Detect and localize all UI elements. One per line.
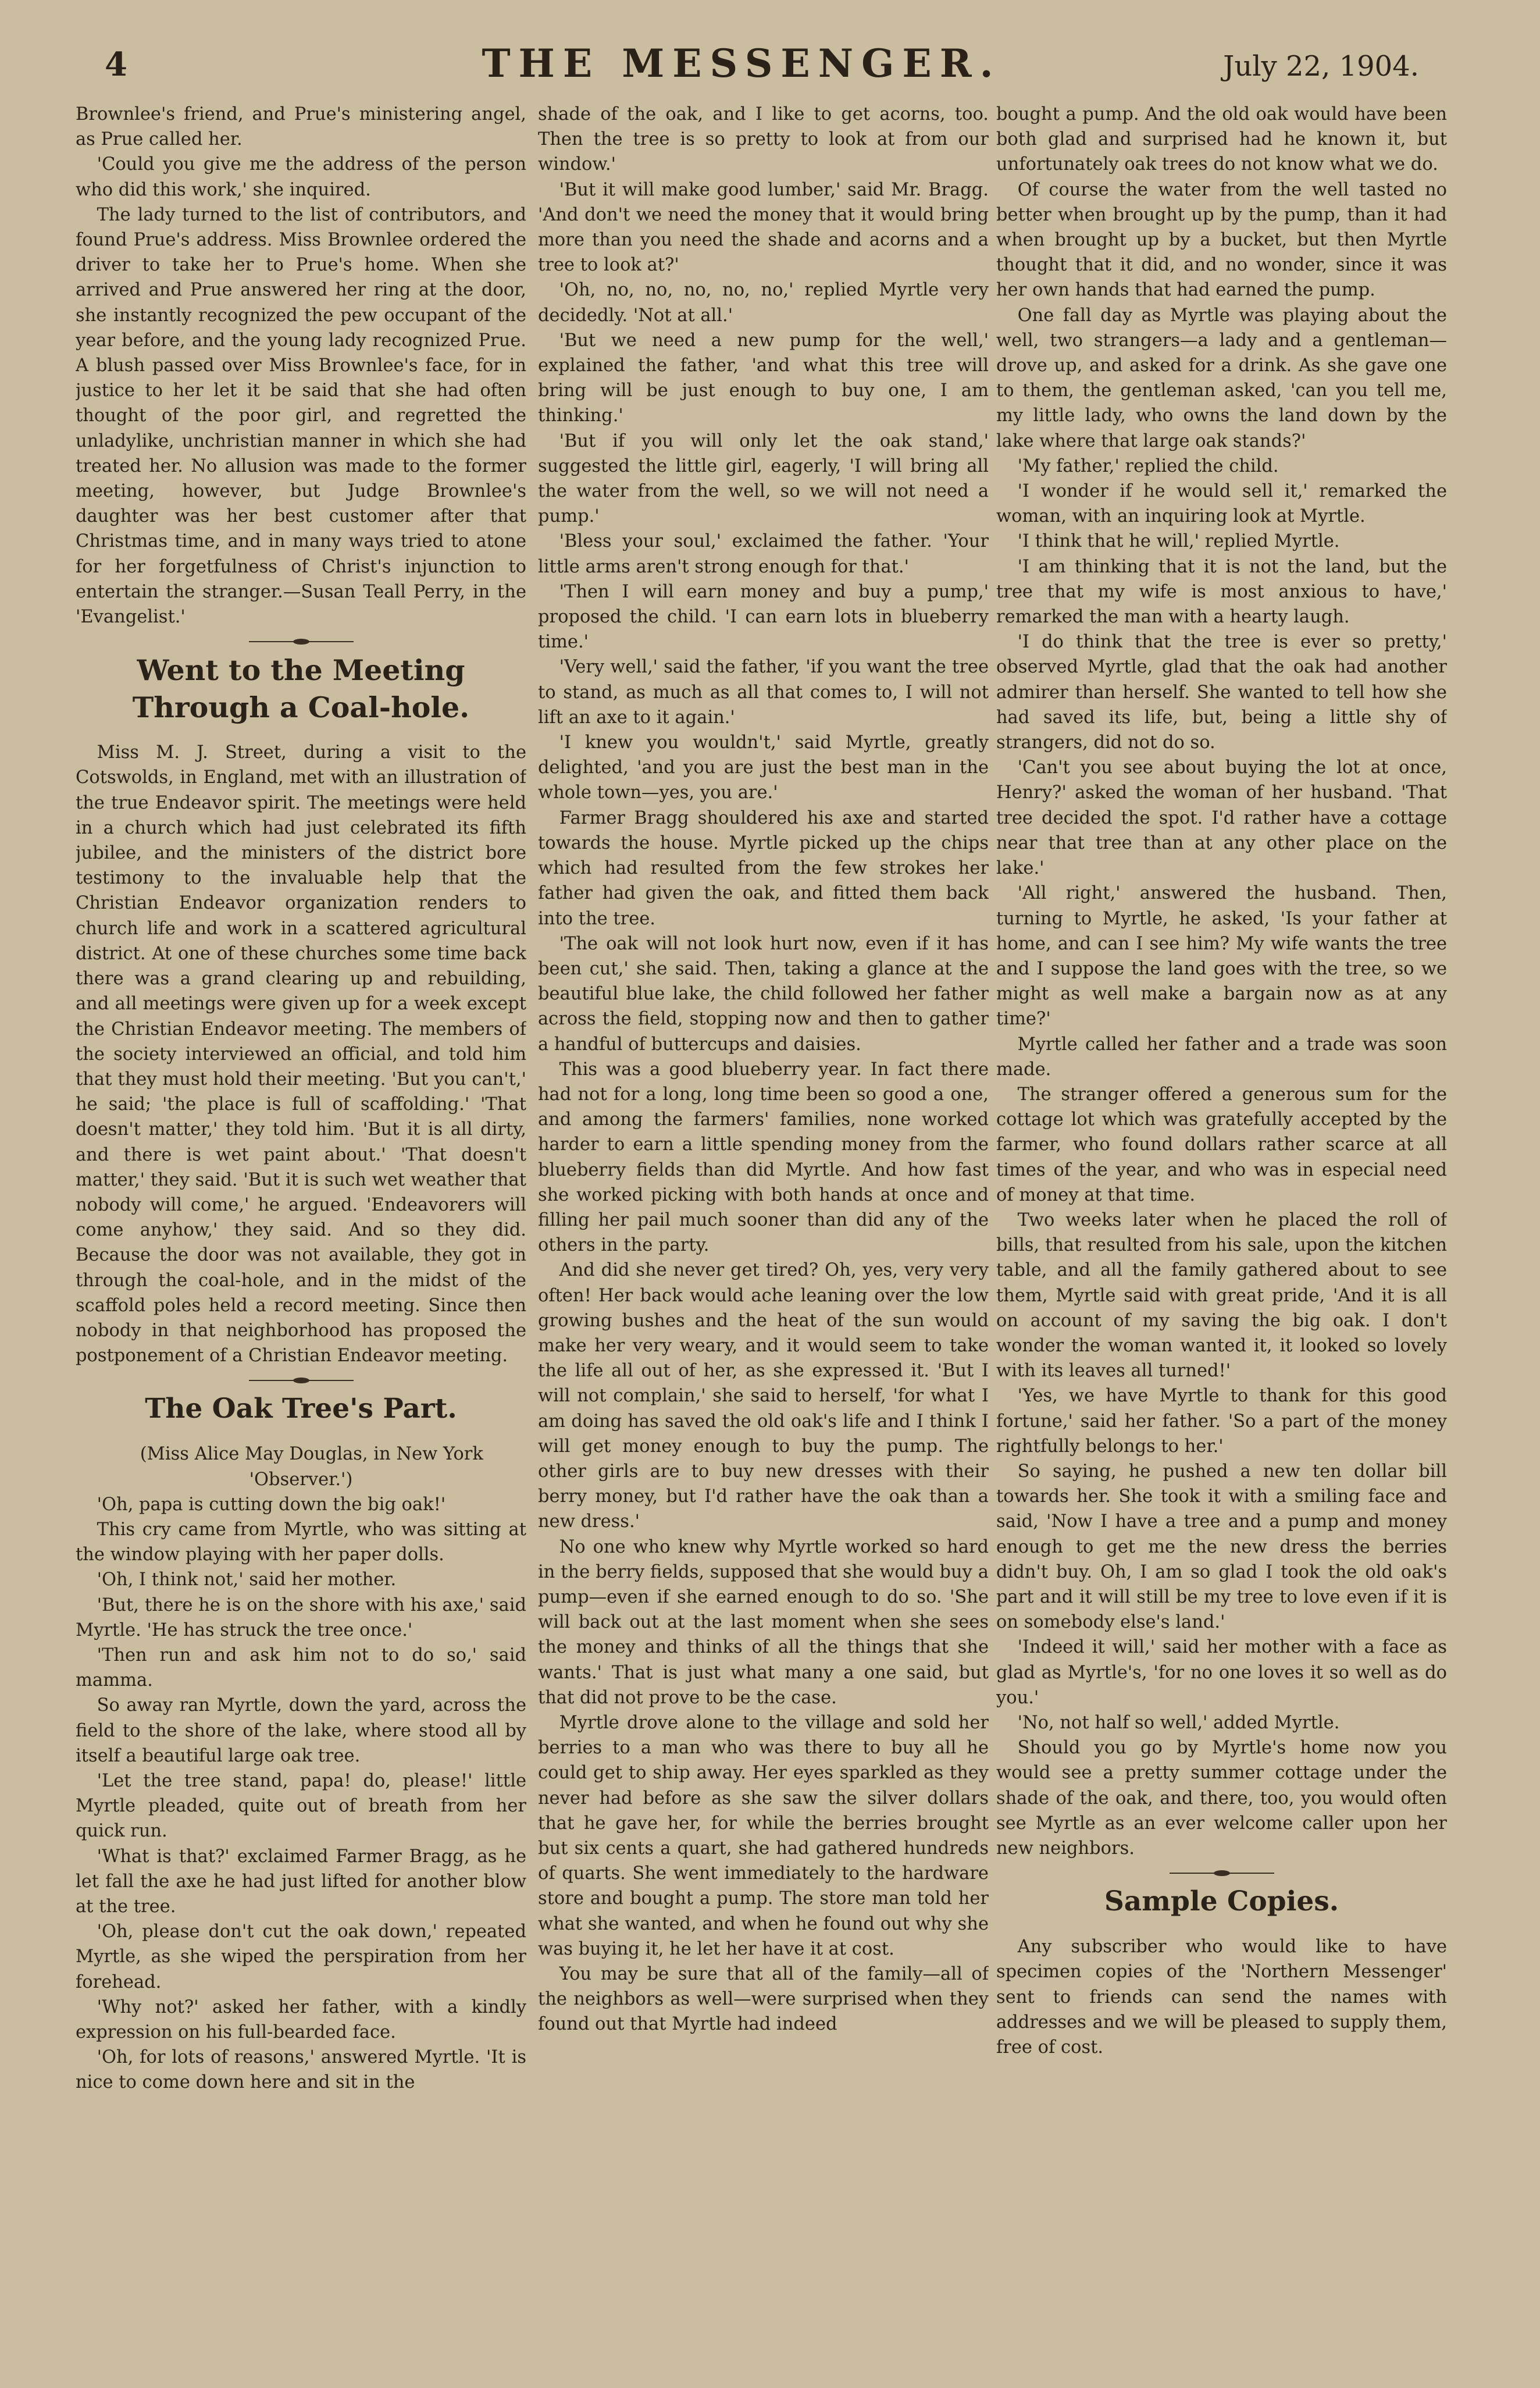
paragraph: 'Oh, please don't cut the oak down,' repeated Myrtle, as she wiped the perspiration from her forehead. [76, 1921, 526, 1992]
paragraph: 'Then run and ask him not to do so,' said mamma. [76, 1645, 526, 1691]
paragraph: 'I do think that the tree is ever so pretty,' observed Myrtle, glad that the oak had another admirer than herself. She wanted to tell how she had saved its life, but, being a little shy of strangers, did not do so. [996, 632, 1447, 753]
paragraph: This was a good blueberry year. In fact there had not for a long, long time been so good a one, and among the farmers' families, none worked harder to earn a little spending money from the blueberry fields than did Myrtle. And how fast she worked picking with both hands at once and filling her pail much sooner than did any of the others in the party. [538, 1059, 989, 1256]
ornamental-rule [1164, 1869, 1280, 1877]
paragraph: 'Yes, we have Myrtle to thank for this good fortune,' said her father. 'So a part of the money rightfully belongs to her.' [996, 1386, 1447, 1457]
paragraph: Myrtle drove alone to the village and sold her berries to a man who was there to buy all he could get to ship away. Her eyes sparkled as they never had before as she saw the silver dollars that he gave her, for while the berries brought but six cents a quart, she had gathered hundreds of quarts. She went immediately to the hardware store and bought a pump. The store man told her what she wanted, and when he found out why she was buying it, he let her have it at cost. [538, 1713, 989, 1959]
paragraph: shade of the oak, and I like to get acorns, too. Then the tree is so pretty to look at from our window.' [538, 104, 989, 175]
column-1 [76, 102, 526, 2359]
column-2 [538, 102, 989, 2359]
paragraph: 'Let the tree stand, papa! do, please!' little Myrtle pleaded, quite out of breath from her quick run. [76, 1770, 526, 1842]
paragraph: So away ran Myrtle, down the yard, across the field to the shore of the lake, where stood all by itself a beautiful large oak tree. [76, 1695, 526, 1766]
byline: (Miss Alice May Douglas, in New York 'Observer.') [140, 1444, 483, 1490]
issue-date: July 22, 1904. [1223, 50, 1419, 83]
paragraph: 'Oh, I think not,' said her mother. [97, 1570, 397, 1590]
paragraph: You may be sure that all of the family—all of the neighbors as well—were surprised when they found out that Myrtle had indeed [538, 1964, 989, 2035]
paragraph: 'Why not?' asked her father, with a kindly expression on his full-bearded face. [76, 1996, 526, 2043]
paragraph: Any subscriber who would like to have specimen copies of the 'Northern Messenger' sent to friends can send the names with addresses and we will be pleased to supply them, free of cost. [996, 1937, 1447, 2058]
paragraph: Two weeks later when he placed the roll of bills, that resulted from his sale, upon the kitchen table, and all the family gathered about to see them, Myrtle said with great pride, 'And it is all on account of my saving the big oak. I don't wonder the woman wanted it, it looked so lovely with its leaves all turned!' [996, 1209, 1447, 1382]
paragraph: One fall day as Myrtle was playing about the well, two strangers—a lady and a gentleman—drove up, and asked for a drink. As she gave one to them, the gentleman asked, 'can you tell me, my little lady, who owns the land down by the lake where that large oak stands?' [996, 305, 1447, 451]
column-3 [996, 102, 1447, 2359]
paragraph: And did she never get tired? Oh, yes, very very often! Her back would ache leaning over the low growing bushes and the heat of the sun would make her very weary, and it would seem to take the life all out of her, as she expressed it. 'But I will not complain,' she said to herself, 'for what I am doing has saved the old oak's life and I think I will get money enough to buy the pump. The other girls are to buy new dresses with their berry money, but I'd rather have the oak than a new dress.' [538, 1260, 989, 1532]
paragraph: 'I am thinking that it is not the land, but the tree that my wife is most anxious to have,' remarked the man with a hearty laugh. [996, 556, 1447, 628]
paragraph: So saying, he pushed a new ten dollar bill towards her. She took it with a smiling face and said, 'Now I have a tree and a pump and money enough to get me the new dress the berries didn't buy. Oh, I am so glad I took the old oak's part and it will still be my tree to love even if it is on somebody else's land.' [996, 1461, 1447, 1633]
paragraph: 'No, not half so well,' added Myrtle. [1017, 1713, 1340, 1733]
paragraph: Myrtle called her father and a trade was soon made. [996, 1034, 1447, 1080]
paragraph: Of course the water from the well tasted no better when brought up by the pump, than it had when brought up by a bucket, but then Myrtle thought that it did, and no wonder, since it was her own hands that had earned the pump. [996, 179, 1447, 301]
ornamental-rule [243, 1376, 359, 1385]
paragraph: 'All right,' answered the husband. Then, turning to Myrtle, he asked, 'Is your father at home, and can I see him? My wife wants the tree and I suppose the land goes with the tree, so we might as well make a bargain now as at any time?' [996, 883, 1447, 1030]
paragraph: 'Can't you see about buying the lot at once, Henry?' asked the woman of her husband. 'That tree decided the spot. I'd rather have a cottage near that tree than at any other place on the lake.' [996, 757, 1447, 879]
paragraph: No one who knew why Myrtle worked so hard in the berry fields, supposed that she would buy a pump—even if she earned enough to do so. 'She will back out at the last moment when she sees the money and thinks of all the things that she wants.' That is just what many a one said, but that did not prove to be the case. [538, 1536, 989, 1708]
paragraph: 'Could you give me the address of the person who did this work,' she inquired. [76, 154, 526, 200]
paragraph: 'My father,' replied the child. [1017, 455, 1279, 476]
paragraph: Should you go by Myrtle's home now you would see a pretty summer cottage under the shade of the oak, and there, too, you would often see Myrtle as an ever welcome caller upon her new neighbors. [996, 1738, 1447, 1859]
paragraph: 'What is that?' exclaimed Farmer Bragg, as he let fall the axe he had just lifted for another blow at the tree. [76, 1846, 526, 1917]
paragraph: 'Oh, no, no, no, no, no,' replied Myrtle very decidedly. 'Not at all.' [538, 280, 989, 326]
paragraph: 'Then I will earn money and buy a pump,' proposed the child. 'I can earn lots in blueberry time.' [538, 581, 989, 653]
page-number: 4 [105, 45, 127, 84]
ornamental-rule [243, 638, 359, 646]
paragraph: Miss M. J. Street, during a visit to the Cotswolds, in England, met with an illustration of the true Endeavor spirit. The meetings were held in a church which had just celebrated its fifth jubilee, and the ministers of the district bore testimony to the invaluable help that the Christian Endeavor organization renders to church life and work in a scattered agricultural district. At one of these churches some time back there was a grand clearing up and rebuilding, and all meetings were given up for a week except the Christian Endeavor meeting. The members of the society interviewed an official, and told him that they must hold their meeting. 'But you can't,' he said; 'the place is full of scaffolding.' 'That doesn't matter,' they told him. 'But it is all dirty, and there is wet paint about.' 'That doesn't matter,' they said. 'But it is such wet weather that nobody will come,' he argued. 'Endeavorers will come anyhow,' they said. And so they did. Because the door was not available, they got in through the coal-hole, and in the midst of the scaffold poles held a record meeting. Since then nobody in that neighborhood has proposed the postponement of a Christian Endeavor meeting. [76, 742, 526, 1366]
article-heading: Sample Copies. [1104, 1885, 1339, 1918]
paragraph: 'But it will make good lumber,' said Mr. Bragg. 'And don't we need the money that it would bring more than you need the shade and acorns and a tree to look at?' [538, 179, 989, 276]
paragraph: Farmer Bragg shouldered his axe and started towards the house. Myrtle picked up the chips which had resulted from the few strokes her father had given the oak, and fitted them back into the tree. [538, 807, 989, 929]
paragraph: 'Oh, for lots of reasons,' answered Myrtle. 'It is nice to come down here and sit in the [76, 2047, 526, 2093]
article-heading: Went to the Meeting Through a Coal-hole. [132, 653, 470, 725]
paragraph: Brownlee's friend, and Prue's ministering angel, as Prue called her. [76, 104, 526, 150]
paragraph: The stranger offered a generous sum for the cottage lot which was gratefully accepted by the farmer, who found dollars rather scarce at all times of the year, and who was in especial need of money at that time. [996, 1084, 1447, 1205]
paragraph: The lady turned to the list of contributors, and found Prue's address. Miss Brownlee ordered the driver to take her to Prue's home. When she arrived and Prue answered her ring at the door, she instantly recognized the pew occupant of the year before, and the young lady recognized Prue. A blush passed over Miss Brownlee's face, for in justice to her let it be said that she had often thought of the poor girl, and regretted the unladylike, unchristian manner in which she had treated her. No allusion was made to the former meeting, however, but Judge Brownlee's daughter was her best customer after that Christmas time, and in many ways tried to atone for her forgetfulness of Christ's injunction to entertain the stranger.—Susan Teall Perry, in the 'Evangelist.' [76, 204, 526, 628]
paragraph: 'The oak will not look hurt now, even if it has been cut,' she said. Then, taking a glance at the beautiful blue lake, the child followed her father across the field, stopping now and then to gather a handful of buttercups and daisies. [538, 933, 989, 1055]
article-heading: The Oak Tree's Part. [145, 1393, 457, 1425]
paragraph: 'I knew you wouldn't,' said Myrtle, greatly delighted, 'and you are just the best man in the whole town—yes, you are.' [538, 732, 989, 803]
paragraph: This cry came from Myrtle, who was sitting at the window playing with her paper dolls. [76, 1519, 526, 1565]
masthead-title: THE MESSENGER. [482, 41, 1001, 86]
paragraph: 'I think that he will,' replied Myrtle. [1017, 531, 1340, 552]
page-header [64, 41, 1419, 93]
paragraph: 'Indeed it will,' said her mother with a face as glad as Myrtle's, 'for no one loves it so well as do you.' [996, 1637, 1447, 1708]
paragraph: 'Very well,' said the father, 'if you want the tree to stand, as much as all that comes to, I will not lift an axe to it again.' [538, 657, 989, 728]
paragraph: 'But, there he is on the shore with his axe,' said Myrtle. 'He has struck the tree once.' [76, 1595, 526, 1640]
paragraph: 'But we need a new pump for the well,' explained the father, 'and what this tree will bring will be just enough to buy one, I am thinking.' [538, 330, 989, 426]
paragraph: 'I wonder if he would sell it,' remarked the woman, with an inquiring look at Myrtle. [996, 481, 1447, 527]
paragraph: 'Oh, papa is cutting down the big oak!' [97, 1494, 446, 1515]
paragraph: 'Bless your soul,' exclaimed the father. 'Your little arms aren't strong enough for that.' [538, 531, 989, 577]
paragraph: 'But if you will only let the oak stand,' suggested the little girl, eagerly, 'I will bring all the water from the well, so we will not need a pump.' [538, 430, 989, 527]
paragraph: bought a pump. And the old oak would have been both glad and surprised had he known it, but unfortunately oak trees do not know what we do. [996, 104, 1447, 175]
